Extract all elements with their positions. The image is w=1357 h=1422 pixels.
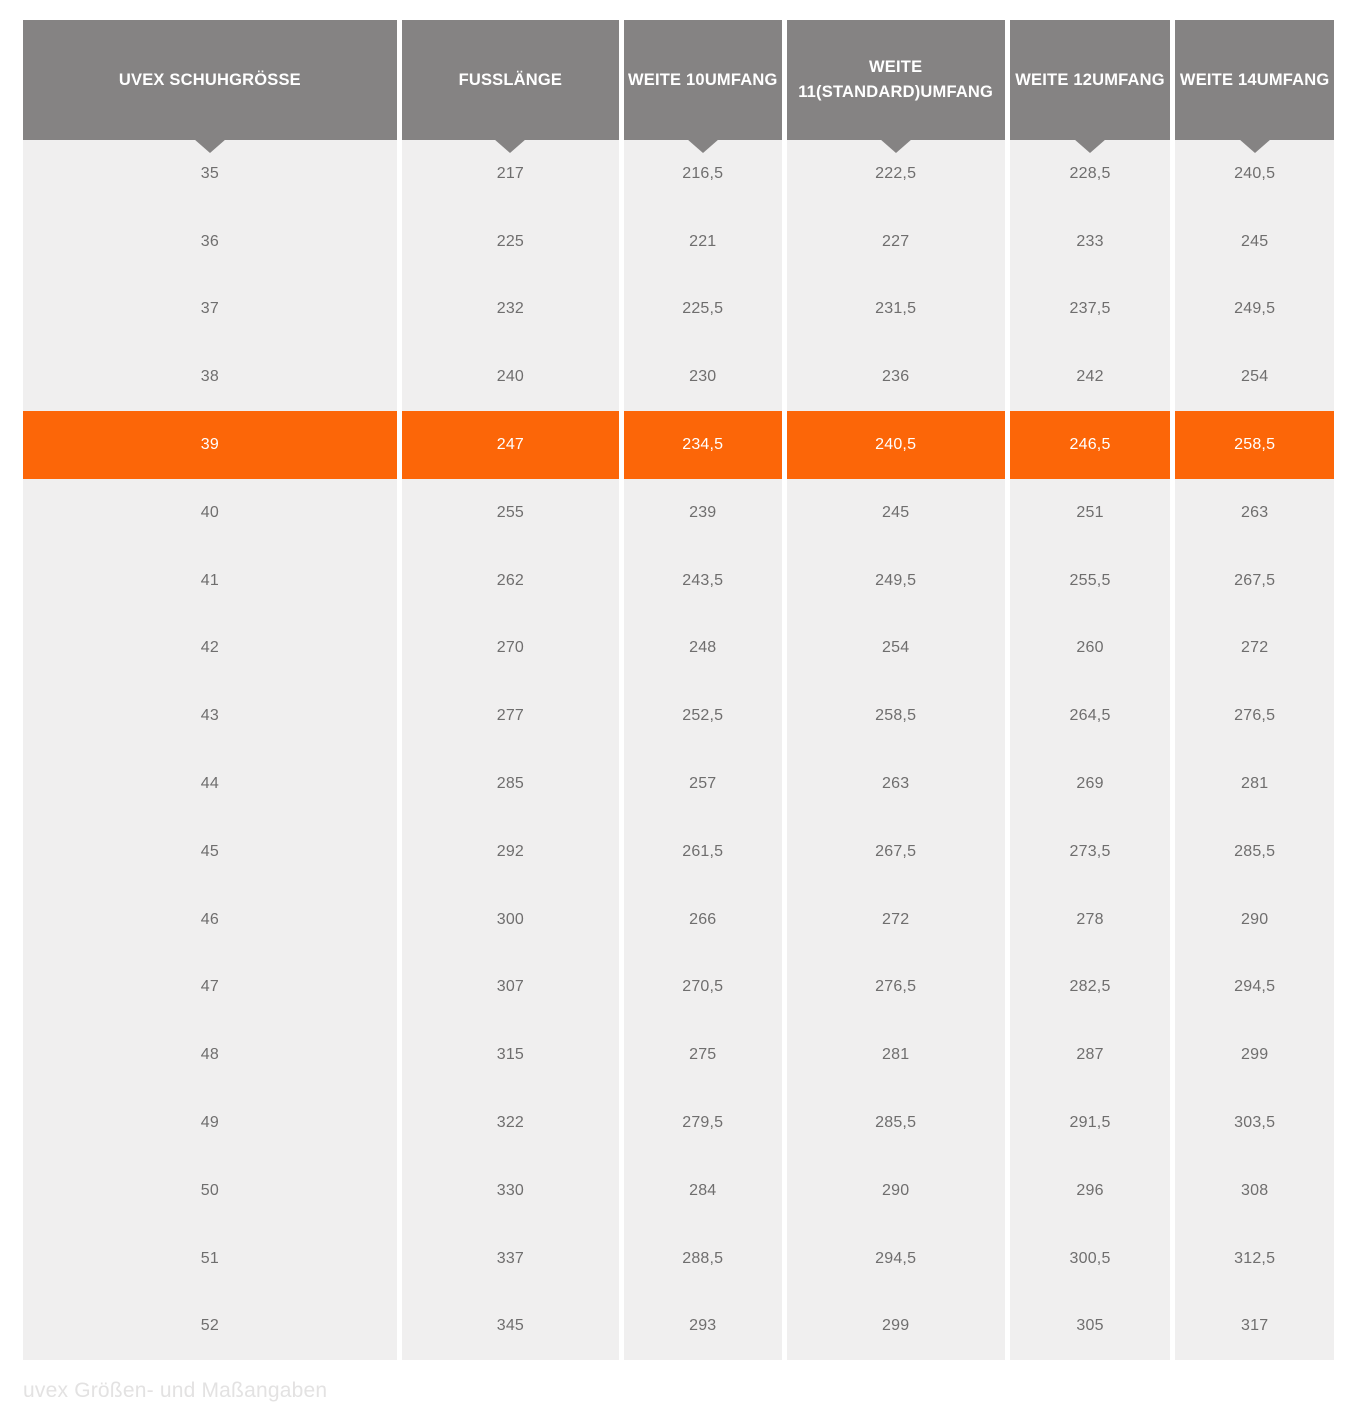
table-cell: 282,5 [1010,954,1171,1022]
table-cell: 217 [402,140,619,208]
table-caption: uvex Größen- und Maßangaben [23,1379,328,1403]
chevron-down-pointer-icon [687,139,719,153]
chevron-down-pointer-icon [1074,139,1106,153]
column-header [23,20,397,140]
table-cell: 292 [402,818,619,886]
table-row[interactable] [23,818,1334,886]
table-cell: 45 [23,818,397,886]
chevron-down-pointer-icon [1239,139,1271,153]
table-cell: 222,5 [787,140,1005,208]
table-cell: 293 [624,1293,782,1361]
column-header-label [459,68,563,93]
table-cell: 243,5 [624,547,782,615]
table-cell: 233 [1010,208,1171,276]
table-cell: 294,5 [1175,954,1334,1022]
column-header [624,20,782,140]
table-cell: 242 [1010,343,1171,411]
table-cell: 305 [1010,1293,1171,1361]
table-cell: 230 [624,343,782,411]
table-cell: 308 [1175,1157,1334,1225]
table-cell: 266 [624,886,782,954]
table-cell: 51 [23,1225,397,1293]
table-cell: 288,5 [624,1225,782,1293]
table-cell: 312,5 [1175,1225,1334,1293]
column-header-label [119,68,301,93]
table-cell: 232 [402,276,619,344]
table-row[interactable] [23,1293,1334,1361]
column-header-line: (STANDARD) [816,83,921,101]
table-cell: 247 [402,411,619,479]
table-cell: 50 [23,1157,397,1225]
table-cell: 258,5 [787,682,1005,750]
chevron-down-pointer-icon [194,139,226,153]
size-table [23,20,1334,1360]
table-body [23,140,1334,1360]
table-cell: 281 [787,1021,1005,1089]
table-cell: 239 [624,479,782,547]
column-header-label [1015,68,1165,93]
table-row[interactable] [23,750,1334,818]
table-cell: 255,5 [1010,547,1171,615]
column-header [402,20,619,140]
table-cell: 240,5 [1175,140,1334,208]
table-cell: 225,5 [624,276,782,344]
table-cell: 245 [1175,208,1334,276]
table-cell: 42 [23,615,397,683]
table-cell: 221 [624,208,782,276]
table-cell: 276,5 [787,954,1005,1022]
table-cell: 255 [402,479,619,547]
table-cell: 269 [1010,750,1171,818]
table-cell: 272 [1175,615,1334,683]
table-cell: 285,5 [787,1089,1005,1157]
table-cell: 48 [23,1021,397,1089]
table-cell: 231,5 [787,276,1005,344]
table-row[interactable] [23,1157,1334,1225]
table-row[interactable] [23,343,1334,411]
column-header-line: FUSSLÄNGE [458,70,563,89]
table-cell: 263 [1175,479,1334,547]
table-cell: 270,5 [624,954,782,1022]
chevron-down-pointer-icon [880,139,912,153]
table-cell: 287 [1010,1021,1171,1089]
table-cell: 267,5 [787,818,1005,886]
column-header-line: UVEX SCHUHGRÖSSE [118,70,301,89]
table-cell: 35 [23,140,397,208]
table-cell: 38 [23,343,397,411]
table-cell: 284 [624,1157,782,1225]
column-header [787,20,1005,140]
table-cell: 43 [23,682,397,750]
table-cell: 251 [1010,479,1171,547]
table-cell: 36 [23,208,397,276]
chevron-down-pointer-icon [494,139,526,153]
table-header-row [23,20,1334,140]
table-row[interactable] [23,1225,1334,1293]
table-cell: 245 [787,479,1005,547]
table-cell: 281 [1175,750,1334,818]
table-cell: 249,5 [1175,276,1334,344]
table-cell: 322 [402,1089,619,1157]
table-cell: 300,5 [1010,1225,1171,1293]
table-cell: 270 [402,615,619,683]
table-row[interactable] [23,479,1334,547]
table-cell: 285,5 [1175,818,1334,886]
table-cell: 260 [1010,615,1171,683]
table-row[interactable] [23,954,1334,1022]
table-cell: 249,5 [787,547,1005,615]
table-cell: 257 [624,750,782,818]
column-header-label [787,55,1005,105]
table-cell: 330 [402,1157,619,1225]
table-cell: 252,5 [624,682,782,750]
table-cell: 262 [402,547,619,615]
column-header-label [628,68,778,93]
table-cell: 254 [1175,343,1334,411]
table-cell: 240 [402,343,619,411]
table-cell: 299 [787,1293,1005,1361]
table-cell: 267,5 [1175,547,1334,615]
table-row[interactable] [23,547,1334,615]
table-cell: 44 [23,750,397,818]
table-cell: 279,5 [624,1089,782,1157]
table-cell: 52 [23,1293,397,1361]
table-cell: 237,5 [1010,276,1171,344]
column-header [1010,20,1171,140]
table-cell: 225 [402,208,619,276]
table-cell: 46 [23,886,397,954]
table-row[interactable] [23,276,1334,344]
table-cell: 258,5 [1175,411,1334,479]
table-cell: 290 [787,1157,1005,1225]
table-cell: 345 [402,1293,619,1361]
table-cell: 277 [402,682,619,750]
column-header-line: WEITE 14 [1179,70,1257,89]
table-cell: 300 [402,886,619,954]
column-header [1175,20,1334,140]
column-header-line: UMFANG [1092,70,1165,89]
table-cell: 236 [787,343,1005,411]
column-header-label [1180,68,1330,93]
table-row[interactable] [23,411,1334,479]
table-cell: 303,5 [1175,1089,1334,1157]
table-cell: 296 [1010,1157,1171,1225]
table-cell: 275 [624,1021,782,1089]
table-cell: 248 [624,615,782,683]
table-cell: 47 [23,954,397,1022]
table-row[interactable] [23,208,1334,276]
column-header-line: UMFANG [704,70,778,89]
table-cell: 290 [1175,886,1334,954]
table-cell: 263 [787,750,1005,818]
table-cell: 315 [402,1021,619,1089]
table-cell: 337 [402,1225,619,1293]
column-header-line: UMFANG [920,83,994,101]
table-cell: 40 [23,479,397,547]
table-cell: 41 [23,547,397,615]
table-cell: 285 [402,750,619,818]
table-cell: 291,5 [1010,1089,1171,1157]
table-row[interactable] [23,682,1334,750]
table-cell: 261,5 [624,818,782,886]
column-header-line: UMFANG [1256,70,1330,89]
table-cell: 234,5 [624,411,782,479]
table-cell: 317 [1175,1293,1334,1361]
column-header-line: WEITE 12 [1015,70,1093,89]
table-row[interactable] [23,615,1334,683]
table-row[interactable] [23,1089,1334,1157]
table-cell: 299 [1175,1021,1334,1089]
table-cell: 49 [23,1089,397,1157]
table-cell: 246,5 [1010,411,1171,479]
table-row[interactable] [23,1021,1334,1089]
table-cell: 39 [23,411,397,479]
table-cell: 228,5 [1010,140,1171,208]
table-cell: 37 [23,276,397,344]
table-cell: 307 [402,954,619,1022]
table-cell: 227 [787,208,1005,276]
column-header-line: WEITE 10 [628,70,705,89]
table-cell: 254 [787,615,1005,683]
table-cell: 294,5 [787,1225,1005,1293]
table-cell: 278 [1010,886,1171,954]
table-cell: 264,5 [1010,682,1171,750]
table-cell: 273,5 [1010,818,1171,886]
table-cell: 216,5 [624,140,782,208]
table-cell: 276,5 [1175,682,1334,750]
column-header-line: WEITE 11 [798,58,923,101]
table-cell: 240,5 [787,411,1005,479]
table-row[interactable] [23,886,1334,954]
table-cell: 272 [787,886,1005,954]
